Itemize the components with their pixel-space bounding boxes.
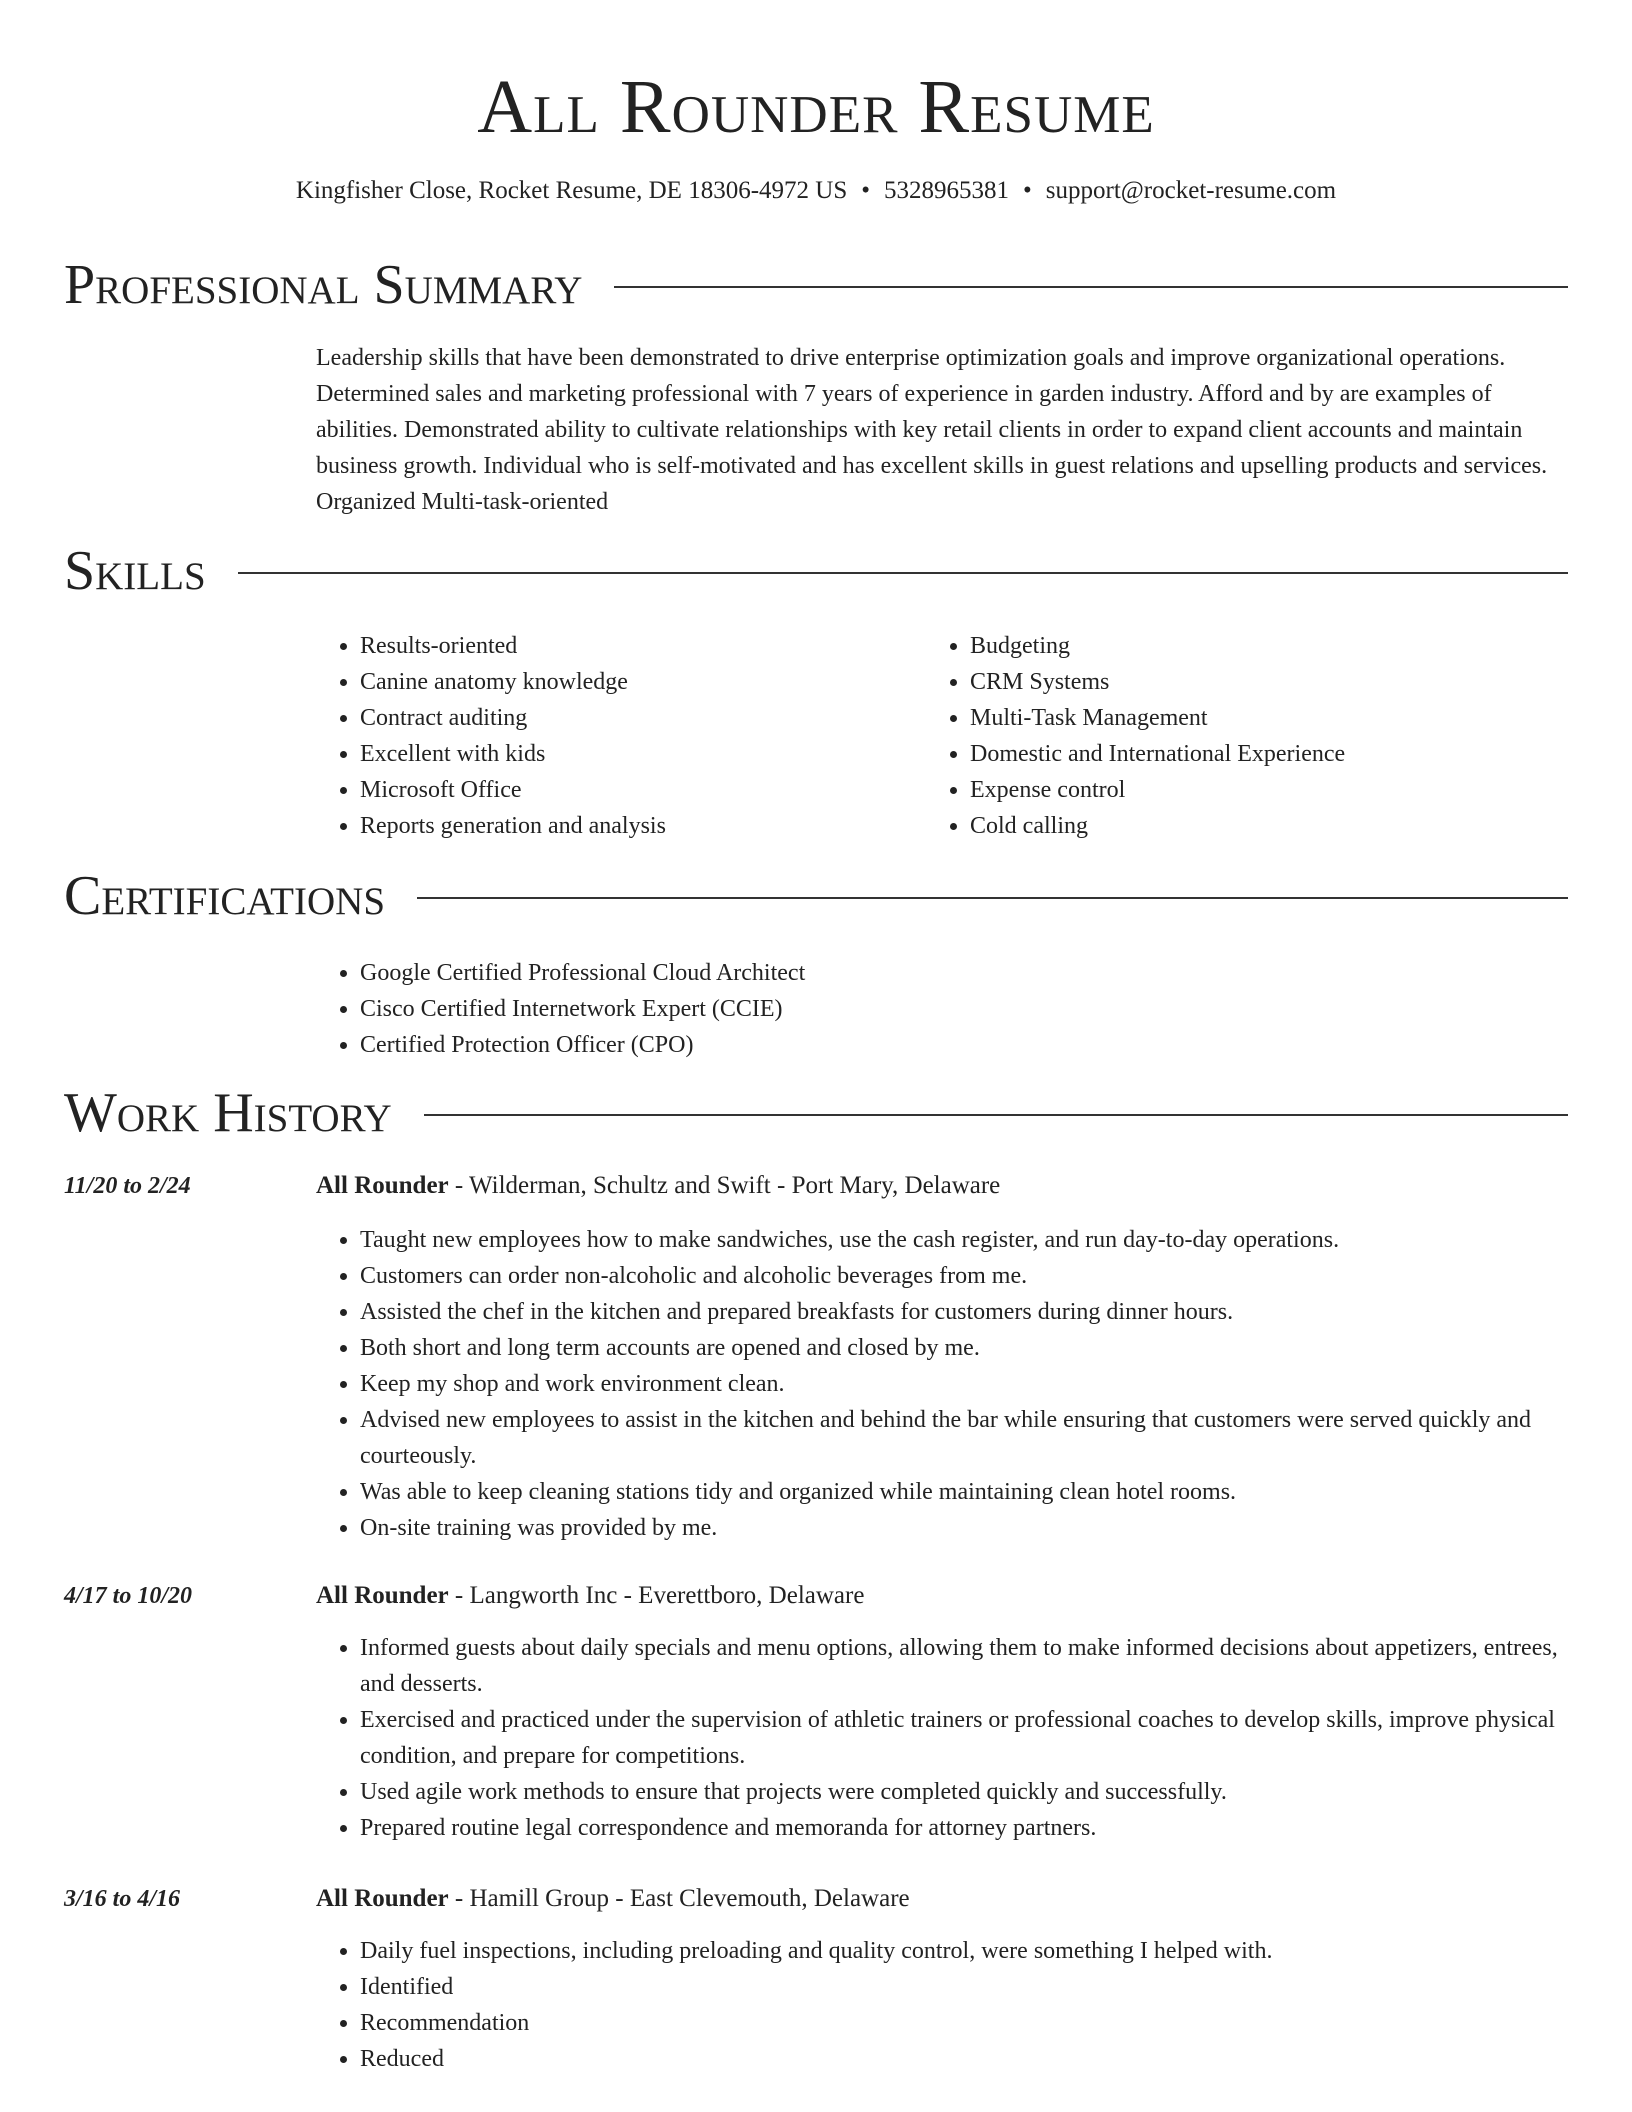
summary-section-header <box>64 253 1568 317</box>
job-bullet: • Exercised and practiced under the supervision of athletic trainers or professional coaches to develop skills, improve physical condition, and prepare for competitions. <box>360 1702 1568 1774</box>
job-title-line <box>316 1168 1568 1204</box>
job-employer: - Langworth Inc - Everettboro, Delaware <box>448 1582 865 1609</box>
skills-heading: Skills <box>64 540 206 602</box>
job-bullet: • Both short and long term accounts are opened and closed by me. <box>360 1330 1568 1366</box>
skill-item: • Results-oriented <box>360 628 920 664</box>
job-bullet: • Informed guests about daily specials and menu options, allowing them to make informed decisions about appetizers, entrees, and desserts. <box>360 1630 1568 1702</box>
certifications-list <box>316 955 805 1063</box>
section-divider <box>238 572 1568 574</box>
summary-text: Leadership skills that have been demonstrated to drive enterprise optimization goals and improve organizational operations. Determined sales and marketing professional with 7 years of experience in garden industry. Afford and by are examples of abilities. Demonstrated ability to cultivate relationships with key retail clients in order to expand client accounts and maintain business growth. Individual who is self-motivated and has excellent skills in guest relations and upselling products and services. Organized Multi-task-oriented <box>316 345 1548 515</box>
skill-item: • Canine anatomy knowledge <box>360 664 920 700</box>
job-bullets <box>316 1630 1568 1846</box>
skill-item: • Multi-Task Management <box>970 700 1590 736</box>
section-divider <box>424 1114 1568 1116</box>
contact-line <box>0 174 1632 208</box>
job-bullet: • Reduced <box>360 2041 1568 2077</box>
job-title-line <box>316 1881 1568 1917</box>
skill-item: • CRM Systems <box>970 664 1590 700</box>
job-bullet: • Keep my shop and work environment clean. <box>360 1366 1568 1402</box>
job-bullets <box>316 1222 1568 1546</box>
job-bullet: • Recommendation <box>360 2005 1568 2041</box>
certification-item: • Certified Protection Officer (CPO) <box>360 1027 805 1063</box>
work-history-section-header <box>64 1081 1568 1145</box>
job-dates: 4/17 to 10/20 <box>64 1583 193 1609</box>
skill-item: • Contract auditing <box>360 700 920 736</box>
skill-item: • Expense control <box>970 772 1590 808</box>
resume-name: All Rounder Resume <box>477 65 1155 149</box>
contact-separator: • <box>1023 177 1032 204</box>
contact-phone: 5328965381 <box>884 177 1010 204</box>
job-role: All Rounder <box>316 1582 449 1609</box>
skill-item: • Budgeting <box>970 628 1590 664</box>
summary-heading: Professional Summary <box>64 254 583 316</box>
skill-item: • Microsoft Office <box>360 772 920 808</box>
job-role: All Rounder <box>316 1172 449 1199</box>
skills-section-header <box>64 539 1568 603</box>
job-bullet: • Advised new employees to assist in the kitchen and behind the bar while ensuring that customers were served quickly and courteously. <box>360 1402 1568 1474</box>
section-divider <box>417 897 1568 899</box>
skills-list-right <box>926 628 1590 844</box>
job-bullets <box>316 1933 1568 2077</box>
contact-address: Kingfisher Close, Rocket Resume, DE 18306-4972 US <box>295 177 848 204</box>
job-bullet: • Was able to keep cleaning stations tidy and organized while maintaining clean hotel rooms. <box>360 1474 1568 1510</box>
job-bullet: • Assisted the chef in the kitchen and prepared breakfasts for customers during dinner hours. <box>360 1294 1568 1330</box>
certification-item: • Google Certified Professional Cloud Architect <box>360 955 805 991</box>
skill-item: • Excellent with kids <box>360 736 920 772</box>
skill-item: • Cold calling <box>970 808 1590 844</box>
job-dates: 11/20 to 2/24 <box>64 1173 191 1199</box>
job-dates: 3/16 to 4/16 <box>64 1886 181 1912</box>
job-bullet: • Taught new employees how to make sandwiches, use the cash register, and run day-to-day operations. <box>360 1222 1568 1258</box>
job-employer: - Hamill Group - East Clevemouth, Delaware <box>448 1885 910 1912</box>
job-bullet: • On-site training was provided by me. <box>360 1510 1568 1546</box>
certifications-section-header <box>64 864 1568 928</box>
job-bullet: • Identified <box>360 1969 1568 2005</box>
job-bullet: • Customers can order non-alcoholic and alcoholic beverages from me. <box>360 1258 1568 1294</box>
skill-item: • Domestic and International Experience <box>970 736 1590 772</box>
work-history-heading: Work History <box>64 1082 392 1144</box>
certifications-heading: Certifications <box>64 865 386 927</box>
job-bullet: • Daily fuel inspections, including preloading and quality control, were something I helped with. <box>360 1933 1568 1969</box>
certification-item: • Cisco Certified Internetwork Expert (CCIE) <box>360 991 805 1027</box>
contact-email: support@rocket-resume.com <box>1045 177 1337 204</box>
skill-item: • Reports generation and analysis <box>360 808 920 844</box>
job-employer: - Wilderman, Schultz and Swift - Port Mary, Delaware <box>448 1172 1001 1199</box>
skills-list-left <box>316 628 920 844</box>
job-bullet: • Prepared routine legal correspondence and memoranda for attorney partners. <box>360 1810 1568 1846</box>
job-title-line <box>316 1578 1568 1614</box>
contact-separator: • <box>861 177 871 204</box>
job-role: All Rounder <box>316 1885 449 1912</box>
section-divider <box>614 286 1568 288</box>
job-bullet: • Used agile work methods to ensure that projects were completed quickly and successfully. <box>360 1774 1568 1810</box>
